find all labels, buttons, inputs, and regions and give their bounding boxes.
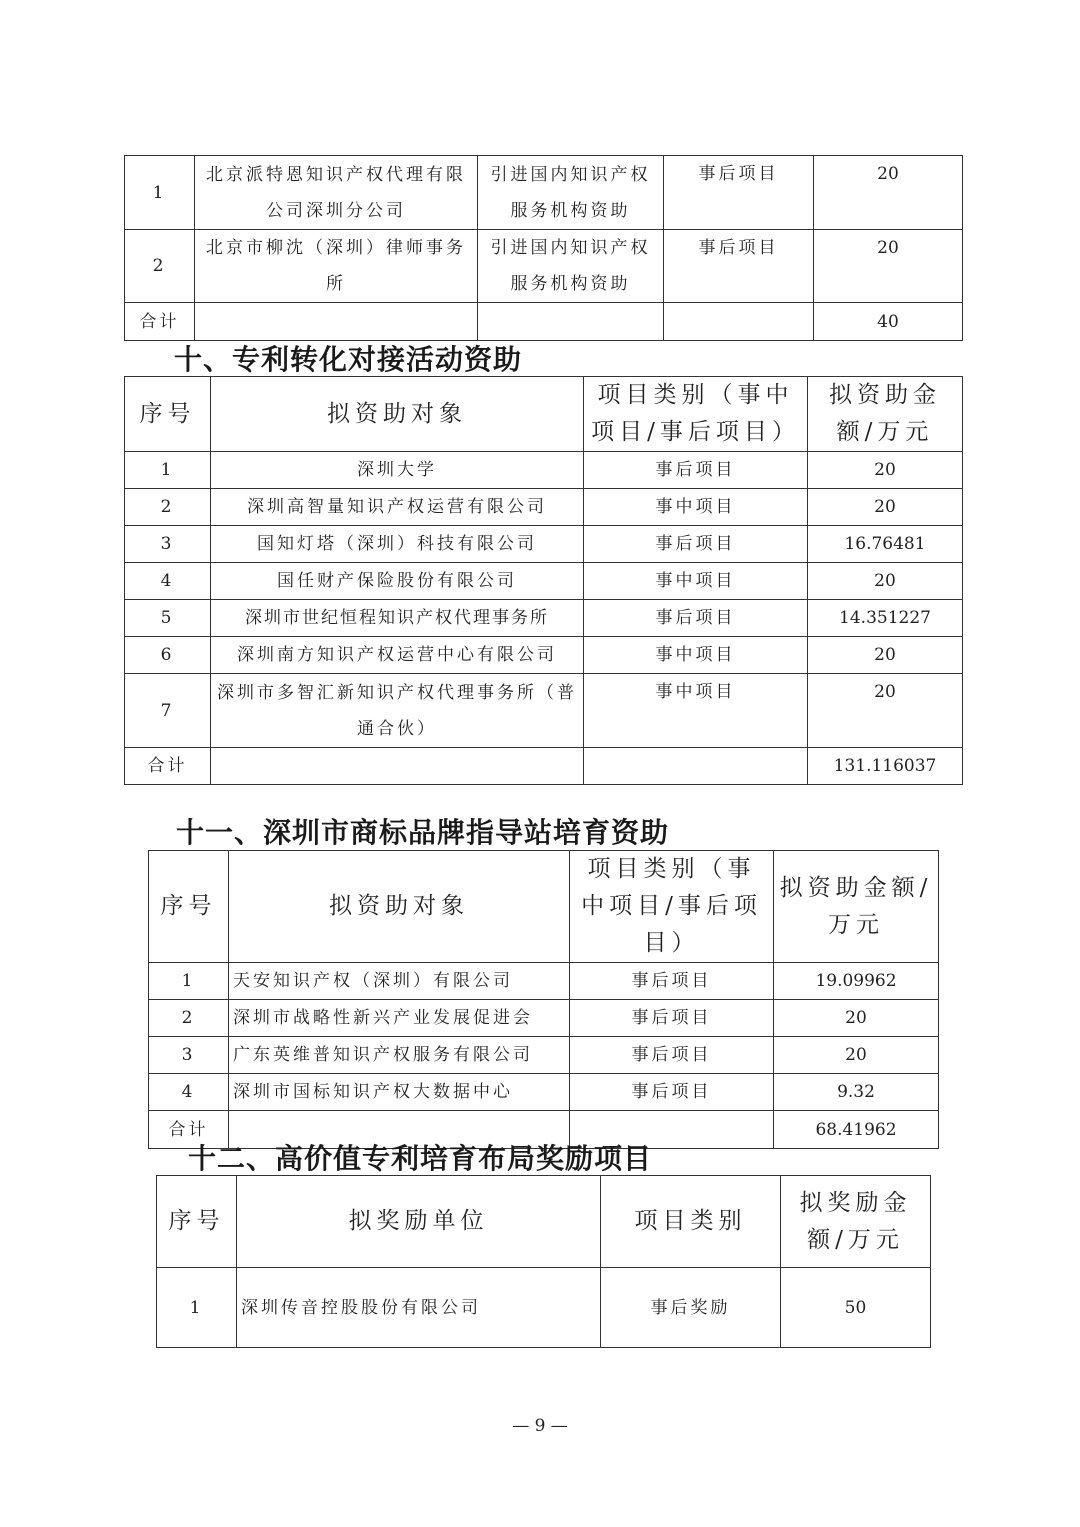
row-name: 深圳高智量知识产权运营有限公司 bbox=[211, 489, 584, 526]
page-number: — 9 — bbox=[512, 1416, 568, 1436]
table-section-11 bbox=[148, 850, 939, 1149]
table-header bbox=[149, 851, 939, 963]
row-no: 2 bbox=[125, 230, 195, 303]
total-label: 合计 bbox=[125, 748, 211, 785]
row-amount: 19.09962 bbox=[774, 963, 939, 1000]
header-no: 序号 bbox=[125, 377, 211, 452]
table-continued bbox=[124, 155, 963, 341]
row-amount: 20 bbox=[808, 489, 963, 526]
row-name: 深圳大学 bbox=[211, 452, 584, 489]
row-type: 事后项目 bbox=[570, 1000, 774, 1037]
row-amount: 50 bbox=[781, 1268, 931, 1348]
table-row bbox=[149, 1000, 939, 1037]
table-row bbox=[125, 600, 963, 637]
table-row bbox=[125, 637, 963, 674]
header-type: 项目类别（事中项目/事后项目） bbox=[584, 377, 808, 452]
row-amount: 14.351227 bbox=[808, 600, 963, 637]
row-name: 北京市柳沈（深圳）律师事务所 bbox=[195, 230, 478, 303]
row-no: 1 bbox=[157, 1268, 237, 1348]
row-amount: 20 bbox=[814, 230, 963, 303]
total-label: 合计 bbox=[125, 303, 195, 341]
table-header bbox=[157, 1176, 931, 1268]
row-type: 事中项目 bbox=[584, 563, 808, 600]
row-name: 深圳市战略性新兴产业发展促进会 bbox=[229, 1000, 570, 1037]
section-heading: 十二、高价值专利培育布局奖励项目 bbox=[188, 1142, 653, 1175]
table-row bbox=[125, 452, 963, 489]
row-type: 事中项目 bbox=[584, 489, 808, 526]
row-category: 引进国内知识产权服务机构资助 bbox=[478, 156, 664, 230]
row-name: 深圳市世纪恒程知识产权代理事务所 bbox=[211, 600, 584, 637]
section-heading: 十一、深圳市商标品牌指导站培育资助 bbox=[176, 816, 670, 849]
table-row bbox=[125, 674, 963, 748]
row-type: 事后奖励 bbox=[601, 1268, 781, 1348]
row-type: 事后项目 bbox=[584, 600, 808, 637]
row-type: 事后项目 bbox=[664, 230, 814, 303]
row-no: 2 bbox=[125, 489, 211, 526]
total-amount: 40 bbox=[814, 303, 963, 341]
table-row bbox=[125, 489, 963, 526]
row-type: 事后项目 bbox=[570, 1074, 774, 1111]
row-name: 深圳市多智汇新知识产权代理事务所（普通合伙） bbox=[211, 674, 584, 748]
table-row bbox=[149, 1074, 939, 1111]
row-name: 深圳传音控股股份有限公司 bbox=[237, 1268, 601, 1348]
header-no: 序号 bbox=[149, 851, 229, 963]
table-section-10 bbox=[124, 376, 963, 785]
row-name: 广东英维普知识产权服务有限公司 bbox=[229, 1037, 570, 1074]
total-amount: 131.116037 bbox=[808, 748, 963, 785]
section-heading: 十、专利转化对接活动资助 bbox=[174, 343, 523, 376]
row-no: 6 bbox=[125, 637, 211, 674]
header-name: 拟奖励单位 bbox=[237, 1176, 601, 1268]
row-name: 国任财产保险股份有限公司 bbox=[211, 563, 584, 600]
row-amount: 9.32 bbox=[774, 1074, 939, 1111]
table-row bbox=[125, 230, 963, 303]
row-name: 深圳南方知识产权运营中心有限公司 bbox=[211, 637, 584, 674]
table-row bbox=[125, 526, 963, 563]
table-row bbox=[149, 963, 939, 1000]
row-no: 1 bbox=[125, 452, 211, 489]
row-no: 1 bbox=[125, 156, 195, 230]
row-no: 4 bbox=[125, 563, 211, 600]
row-type: 事后项目 bbox=[584, 526, 808, 563]
row-amount: 20 bbox=[808, 452, 963, 489]
row-name: 北京派特恩知识产权代理有限公司深圳分公司 bbox=[195, 156, 478, 230]
row-amount: 20 bbox=[808, 637, 963, 674]
header-type: 项目类别（事中项目/事后项目） bbox=[570, 851, 774, 963]
row-amount: 20 bbox=[808, 563, 963, 600]
table-row bbox=[149, 1037, 939, 1074]
row-type: 事中项目 bbox=[584, 637, 808, 674]
table-section-12 bbox=[156, 1175, 931, 1348]
total-label: 合计 bbox=[149, 1111, 229, 1149]
row-amount: 20 bbox=[808, 674, 963, 748]
header-amount: 拟资助金额/万元 bbox=[808, 377, 963, 452]
header-amount: 拟奖励金额/万元 bbox=[781, 1176, 931, 1268]
row-amount: 20 bbox=[774, 1000, 939, 1037]
row-type: 事后项目 bbox=[570, 963, 774, 1000]
header-name: 拟资助对象 bbox=[211, 377, 584, 452]
row-no: 4 bbox=[149, 1074, 229, 1111]
row-name: 深圳市国标知识产权大数据中心 bbox=[229, 1074, 570, 1111]
row-no: 7 bbox=[125, 674, 211, 748]
table-row bbox=[125, 563, 963, 600]
header-type: 项目类别 bbox=[601, 1176, 781, 1268]
header-name: 拟资助对象 bbox=[229, 851, 570, 963]
table-row bbox=[157, 1268, 931, 1348]
row-name: 国知灯塔（深圳）科技有限公司 bbox=[211, 526, 584, 563]
row-type: 事中项目 bbox=[584, 674, 808, 748]
row-category: 引进国内知识产权服务机构资助 bbox=[478, 230, 664, 303]
row-name: 天安知识产权（深圳）有限公司 bbox=[229, 963, 570, 1000]
table-row bbox=[125, 156, 963, 230]
header-amount: 拟资助金额/万元 bbox=[774, 851, 939, 963]
total-row bbox=[125, 303, 963, 341]
row-type: 事后项目 bbox=[664, 156, 814, 230]
row-no: 2 bbox=[149, 1000, 229, 1037]
row-amount: 20 bbox=[814, 156, 963, 230]
row-amount: 16.76481 bbox=[808, 526, 963, 563]
table-header bbox=[125, 377, 963, 452]
total-amount: 68.41962 bbox=[774, 1111, 939, 1149]
row-type: 事后项目 bbox=[570, 1037, 774, 1074]
row-type: 事后项目 bbox=[584, 452, 808, 489]
row-no: 3 bbox=[125, 526, 211, 563]
row-amount: 20 bbox=[774, 1037, 939, 1074]
total-row bbox=[125, 748, 963, 785]
row-no: 5 bbox=[125, 600, 211, 637]
row-no: 3 bbox=[149, 1037, 229, 1074]
header-no: 序号 bbox=[157, 1176, 237, 1268]
row-no: 1 bbox=[149, 963, 229, 1000]
